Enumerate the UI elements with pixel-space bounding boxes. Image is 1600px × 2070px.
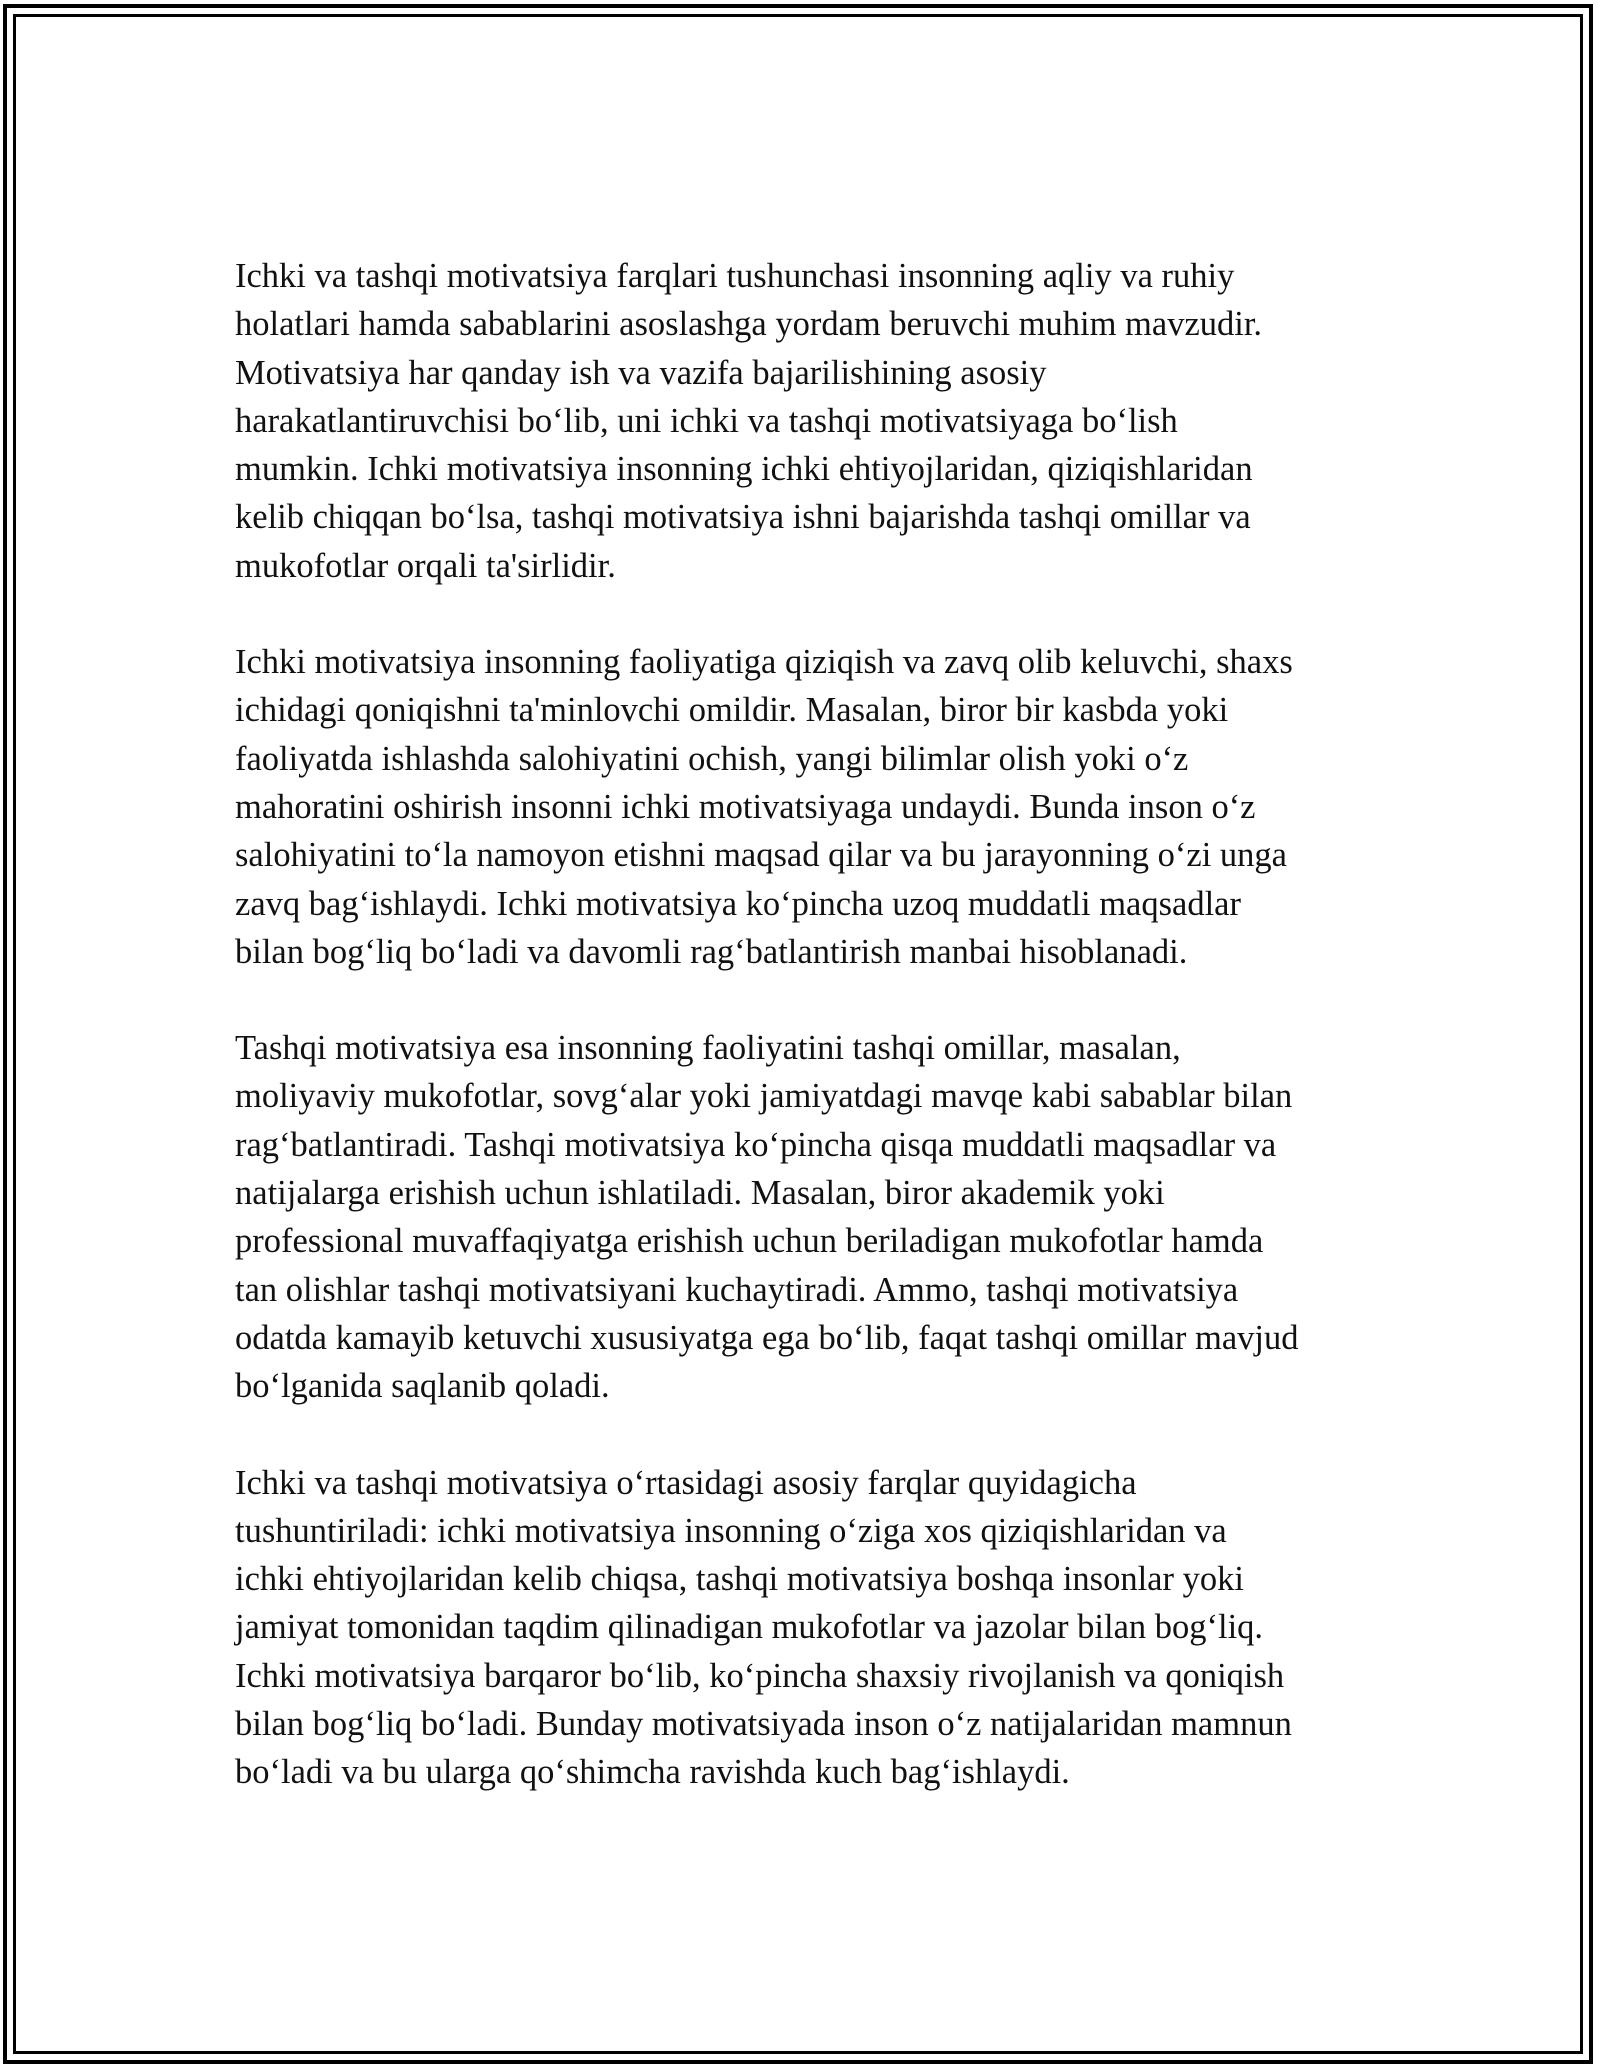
paragraph-4: Ichki va tashqi motivatsiya o‘rtasidagi asosiy farqlar quyidagicha tushuntiriladi: ichki motivatsiya insonning o‘ziga xos qiziqishlaridan va ichki ehtiyojlaridan kelib chiqsa, tashqi motivatsiya boshqa insonlar yoki jamiyat tomonidan taqdim qilinadigan mukofotlar va jazolar bilan bog‘liq. Ichki motivatsiya barqaror bo‘lib, ko‘pincha shaxsiy rivojlanish va qoniqish bilan bog‘liq bo‘ladi. Bunday motivatsiyada inson o‘z natijalaridan mamnun bo‘ladi va bu ularga qo‘shimcha ravishda kuch bag‘ishlaydi. [235,1463,1292,1792]
paragraph-3: Tashqi motivatsiya esa insonning faoliyatini tashqi omillar, masalan, moliyaviy mukofotlar, sovg‘alar yoki jamiyatdagi mavqe kabi sabablar bilan rag‘batlantiradi. Tashqi motivatsiya ko‘pincha qisqa muddatli maqsadlar va natijalarga erishish uchun ishlatiladi. Masalan, biror akademik yoki professional muvaffaqiyatga erishish uchun beriladigan mukofotlar hamda tan olishlar tashqi motivatsiyani kuchaytiradi. Ammo, tashqi motivatsiya odatda kamayib ketuvchi xususiyatga ega bo‘lib, faqat tashqi omillar mavjud bo‘lganida saqlanib qoladi. [235,1029,1299,1406]
paragraph-2: Ichki motivatsiya insonning faoliyatiga qiziqish va zavq olib keluvchi, shaxs ichidagi qoniqishni ta'minlovchi omildir. Masalan, biror bir kasbda yoki faoliyatda ishlashda salohiyatini ochish, yangi bilimlar olish yoki o‘z mahoratini oshirish insonni ichki motivatsiyaga undaydi. Bunda inson o‘z salohiyatini to‘la namoyon etishni maqsad qilar va bu jarayonning o‘zi unga zavq bag‘ishlaydi. Ichki motivatsiya ko‘pincha uzoq muddatli maqsadlar bilan bog‘liq bo‘ladi va davomli rag‘batlantirish manbai hisoblanadi. [235,643,1293,971]
paragraph-1: Ichki va tashqi motivatsiya farqlari tushunchasi insonning aqliy va ruhiy holatlari hamda sabablarini asoslashga yordam beruvchi muhim mavzudir. Motivatsiya har qanday ish va vazifa bajarilishining asosiy harakatlantiruvchisi bo‘lib, uni ichki va tashqi motivatsiyaga bo‘lish mumkin. Ichki motivatsiya insonning ichki ehtiyojlaridan, qiziqishlaridan kelib chiqqan bo‘lsa, tashqi motivatsiya ishni bajarishda tashqi omillar va mukofotlar orqali ta'sirlidir. [235,257,1263,585]
document-body [235,252,1375,1797]
